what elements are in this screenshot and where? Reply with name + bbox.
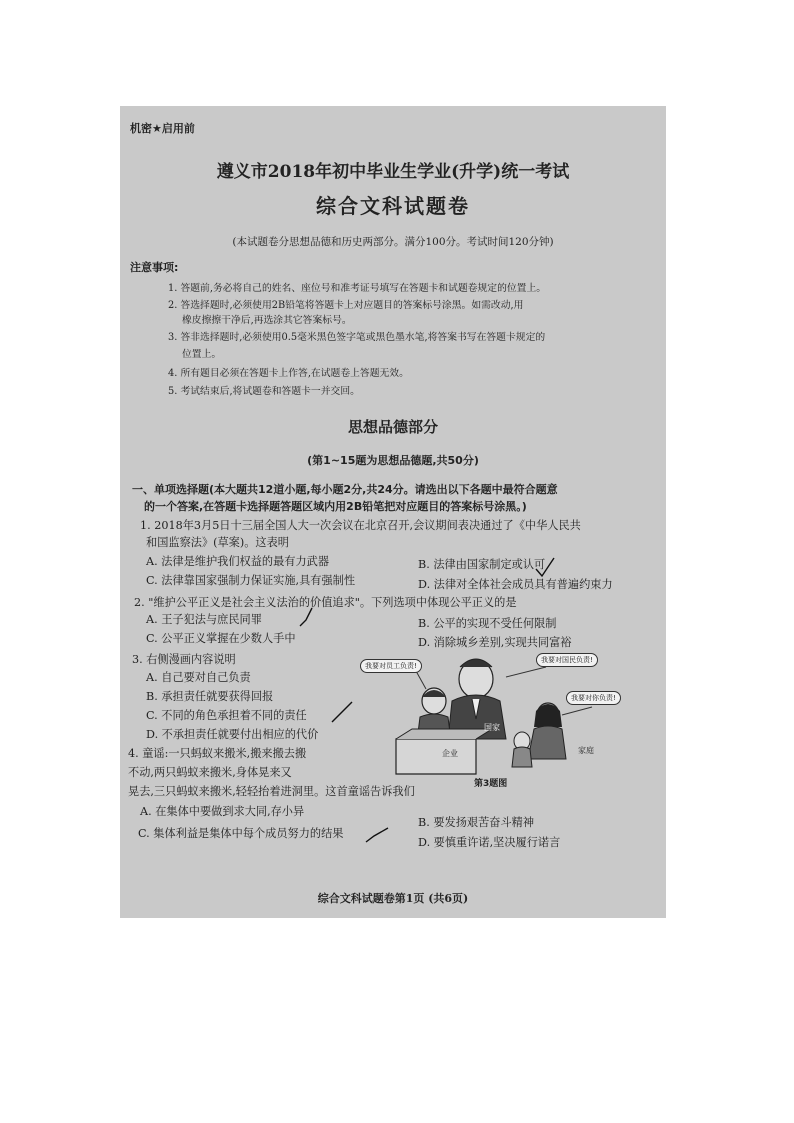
question-3-option-a: A. 自己要对自己负责 bbox=[146, 671, 251, 684]
notes-heading: 注意事项: bbox=[130, 261, 179, 274]
part-instructions: 的一个答案,在答题卡选择题答题区域内用2B铅笔把对应题目的答案标号涂黑。) bbox=[144, 500, 527, 513]
question-1-option-b: B. 法律由国家制定或认可 bbox=[418, 558, 546, 571]
note-item: 橡皮擦擦干净后,再选涂其它答案标号。 bbox=[182, 315, 352, 326]
cartoon-label-country: 国家 bbox=[484, 723, 500, 732]
question-2-option-d: D. 消除城乡差别,实现共同富裕 bbox=[418, 636, 572, 649]
question-2-stem: 2. "维护公平正义是社会主义法治的价值追求"。下列选项中体现公平正义的是 bbox=[134, 596, 517, 609]
cartoon-bubble-country: 我要对国民负责! bbox=[536, 653, 598, 667]
note-item: 位置上。 bbox=[182, 349, 222, 360]
question-4-option-c: C. 集体利益是集体中每个成员努力的结果 bbox=[138, 827, 344, 840]
note-item: 4. 所有题目必须在答题卡上作答,在试题卷上答题无效。 bbox=[168, 368, 409, 379]
cartoon-label-family: 家庭 bbox=[578, 746, 594, 755]
section-subtitle: (第1~15题为思想品德题,共50分) bbox=[307, 454, 479, 467]
question-4-option-b: B. 要发扬艰苦奋斗精神 bbox=[418, 816, 535, 829]
check-mark-q1 bbox=[536, 558, 554, 576]
confidential-label: 机密★启用前 bbox=[130, 122, 195, 135]
check-mark-q2 bbox=[300, 608, 312, 626]
note-item: 5. 考试结束后,将试题卷和答题卡一并交回。 bbox=[168, 386, 360, 397]
cartoon-label-company: 企业 bbox=[442, 749, 458, 758]
question-4-stem: 不动,两只蚂蚁来搬米,身体晃来又 bbox=[128, 766, 292, 779]
question-1-stem: 1. 2018年3月5日十三届全国人大一次会议在北京召开,会议期间表决通过了《中华人民共 bbox=[140, 519, 581, 532]
exam-title: 遵义市2018年初中毕业生学业(升学)统一考试 bbox=[216, 162, 570, 182]
part-instructions: 一、单项选择题(本大题共12道小题,每小题2分,共24分。请选出以下各题中最符合题意 bbox=[132, 483, 558, 496]
question-4-option-d: D. 要慎重许诺,坚决履行诺言 bbox=[418, 836, 561, 849]
question-4-option-a: A. 在集体中要做到求大同,存小异 bbox=[140, 805, 305, 818]
cartoon-caption: 第3题图 bbox=[474, 779, 508, 789]
question-2-option-b: B. 公平的实现不受任何限制 bbox=[418, 617, 557, 630]
question-1-stem: 和国监察法》(草案)。这表明 bbox=[146, 536, 289, 549]
question-1-option-d: D. 法律对全体社会成员具有普遍约束力 bbox=[418, 578, 613, 591]
exam-subject-title: 综合文科试题卷 bbox=[316, 194, 470, 218]
question-4-stem: 晃去,三只蚂蚁来搬米,轻轻抬着进洞里。这首童谣告诉我们 bbox=[128, 785, 415, 798]
exam-page bbox=[120, 106, 666, 918]
section-title: 思想品德部分 bbox=[347, 418, 438, 436]
cartoon-bubble-company: 我要对员工负责! bbox=[360, 659, 422, 673]
question-1-option-c: C. 法律靠国家强制力保证实施,具有强制性 bbox=[146, 574, 356, 587]
page-footer: 综合文科试题卷第1页 (共6页) bbox=[317, 892, 469, 905]
note-item: 1. 答题前,务必将自己的姓名、座位号和准考证号填写在答题卡和试题卷规定的位置上。 bbox=[168, 283, 547, 294]
handwritten-marks bbox=[120, 106, 666, 918]
question-3-option-b: B. 承担责任就要获得回报 bbox=[146, 690, 274, 703]
question-3-stem: 3. 右侧漫画内容说明 bbox=[132, 653, 236, 666]
check-mark-q4 bbox=[366, 828, 388, 842]
question-3-option-c: C. 不同的角色承担着不同的责任 bbox=[146, 709, 307, 722]
note-item: 2. 答选择题时,必须使用2B铅笔将答题卡上对应题目的答案标号涂黑。如需改动,用 bbox=[168, 300, 524, 311]
question-4-stem: 4. 童谣:一只蚂蚁来搬米,搬来搬去搬 bbox=[128, 747, 307, 760]
note-item: 3. 答非选择题时,必须使用0.5毫米黑色签字笔或黑色墨水笔,将答案书写在答题卡规定的 bbox=[168, 332, 546, 343]
question-1-option-a: A. 法律是维护我们权益的最有力武器 bbox=[146, 555, 330, 568]
question-3-option-d: D. 不承担责任就要付出相应的代价 bbox=[146, 728, 319, 741]
exam-description: (本试题卷分思想品德和历史两部分。满分100分。考试时间120分钟) bbox=[232, 236, 554, 248]
question-2-option-a: A. 王子犯法与庶民同罪 bbox=[146, 613, 262, 626]
check-mark-q3 bbox=[332, 702, 352, 722]
question-2-option-c: C. 公平正义掌握在少数人手中 bbox=[146, 632, 296, 645]
cartoon-bubble-family: 我要对你负责! bbox=[566, 691, 621, 705]
